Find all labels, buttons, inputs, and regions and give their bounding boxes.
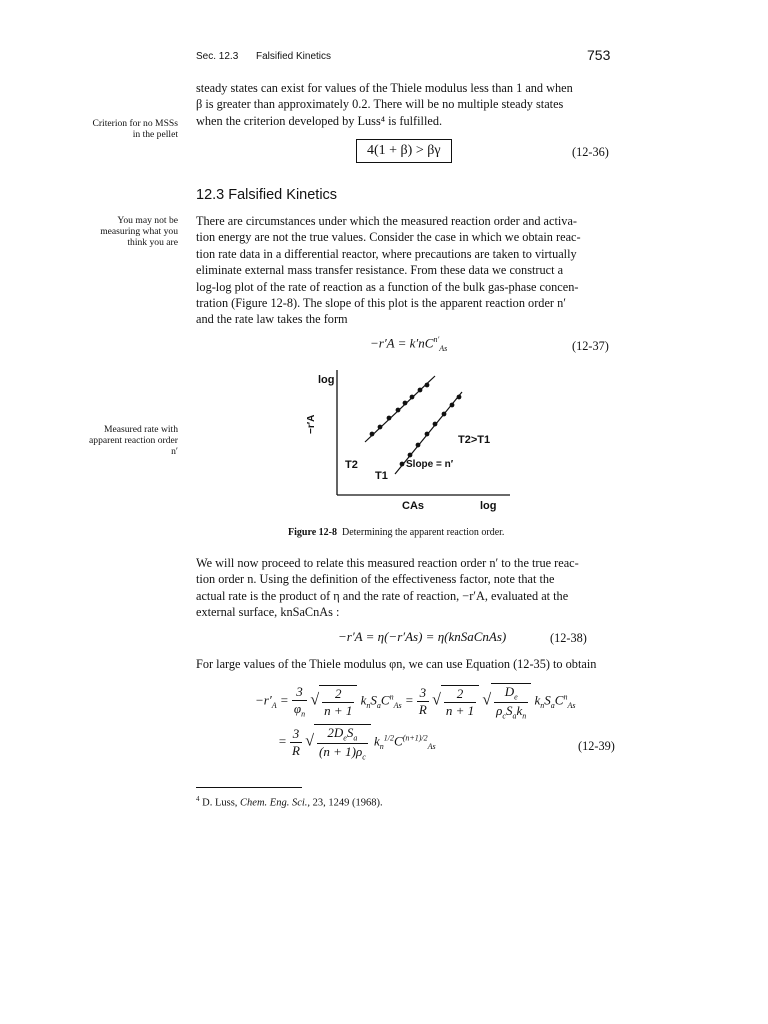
footnote-rule (196, 787, 302, 788)
data-point (387, 416, 392, 421)
text-line: steady states can exist for values of the Thiele modulus less than 1 and when (196, 81, 573, 95)
text-line: when the criterion developed by Luss⁴ is fulfilled. (196, 113, 443, 128)
data-point (425, 383, 430, 388)
x-axis-log-label: log (480, 500, 497, 512)
data-point (418, 388, 423, 393)
data-point (416, 443, 421, 448)
equation-12-37 (370, 335, 447, 353)
paragraph-4: For large values of the Thiele modulus φn, we can use Equation (12-35) to obtain (196, 657, 597, 671)
equation-12-39-line-2: = $\frac{3}{R}$ √ $\frac{2D_eS_a}{(n + 1)\rho_c}$ $k_n^{1/2}C^{(n+1)/2}_{As}$ (278, 725, 436, 762)
text-line: actual rate is the product of η and the rate of reaction, −r′A, evaluated at the (196, 588, 569, 603)
text-line: tration (Figure 12-8). The slope of this plot is the apparent reaction order n′ (196, 296, 566, 311)
figure-caption-label: Figure 12-8 (288, 527, 337, 538)
text-line: β is greater than approximately 0.2. There will be no multiple steady states (196, 97, 564, 112)
text-line: tion energy are not the true values. Consider the case in which we obtain reac- (196, 230, 581, 245)
label-t2: T2 (345, 459, 358, 471)
text-line: We will now proceed to relate this measured reaction order n′ to the true reac- (196, 556, 579, 570)
data-point (450, 403, 455, 408)
label-temperature-compare: T2>T1 (458, 434, 491, 446)
data-point (425, 432, 430, 437)
label-t1: T1 (375, 470, 388, 482)
y-axis-variable-label: −r′A (306, 414, 317, 434)
paragraph-2 (196, 213, 581, 328)
data-point (410, 395, 415, 400)
text-line: tion rate data in a differential reactor, where precautions are taken to virtually (196, 246, 577, 261)
data-point (457, 395, 462, 400)
footnote-author: D. Luss, (202, 797, 238, 809)
equation-subscript: As (439, 343, 448, 353)
data-point (408, 453, 413, 458)
text-line: eliminate external mass transfer resistance. From these data we construct a (196, 263, 564, 278)
footnote-mark: 4 (196, 795, 200, 803)
footnote-journal: Chem. Eng. Sci., (240, 797, 311, 809)
text-line: log-log plot of the rate of reaction as a function of the bulk gas-phase concen- (196, 279, 579, 294)
data-point (396, 408, 401, 413)
equation-number-12-38: (12-38) (550, 631, 587, 645)
data-point (400, 462, 405, 467)
margin-note-measured-rate: Measured rate with apparent reaction order n′ (89, 424, 178, 457)
data-point (433, 422, 438, 427)
boxed-equation-12-36: 4(1 + β) > βγ (356, 139, 452, 163)
x-axis-variable-label: CAs (402, 500, 425, 512)
footnote-reference: 23, 1249 (1968). (312, 797, 383, 809)
label-slope: Slope = n′ (406, 459, 454, 470)
data-point (403, 401, 408, 406)
equation-12-38: −r′A = η(−r′As) = η(knSaCnAs) (338, 629, 507, 644)
margin-note-mss: Criterion for no MSSs in the pellet (92, 118, 178, 140)
paragraph-1 (196, 80, 573, 129)
data-point (378, 425, 383, 430)
figure-caption (288, 527, 504, 538)
page-number: 753 (587, 47, 611, 63)
paragraph-3 (196, 555, 579, 621)
text-line: and the rate law takes the form (196, 312, 348, 327)
text-line: external surface, knSaCnAs : (196, 605, 340, 620)
equation-superscript: n′ (433, 335, 440, 344)
y-axis-log-label: log (318, 374, 335, 386)
equation-number-12-36: (12-36) (572, 145, 609, 159)
equation-number-12-37: (12-37) (572, 339, 609, 353)
equation-number-12-39: (12-39) (578, 739, 615, 753)
running-header-section: Sec. 12.3 (196, 51, 239, 62)
text-line: tion order n. Using the definition of the effectiveness factor, note that the (196, 572, 555, 587)
data-point (442, 412, 447, 417)
data-point (370, 432, 375, 437)
equation-lhs: −r′A = k′nC (370, 335, 434, 351)
running-header-title: Falsified Kinetics (256, 51, 332, 62)
equation-12-39-line-1: $-r'_A$ = $\frac{3}{\varphi_n}$ √ $\frac{2}{n + 1}$ $k_nS_aC^n_{As}$ = $\frac{3}{R}$ √ $\frac{2}{n + 1}$ √ $\frac{D_e}{\rho_cS_ak_n}$ $k_nS_aC^n_{As}$ (255, 684, 576, 721)
section-heading: 12.3 Falsified Kinetics (196, 187, 338, 203)
footnote (196, 795, 383, 809)
figure-caption-text: Determining the apparent reaction order. (341, 527, 505, 538)
margin-note-not-measuring: You may not be measuring what you think you are (100, 215, 178, 248)
text-line: There are circumstances under which the measured reaction order and activa- (196, 214, 578, 228)
